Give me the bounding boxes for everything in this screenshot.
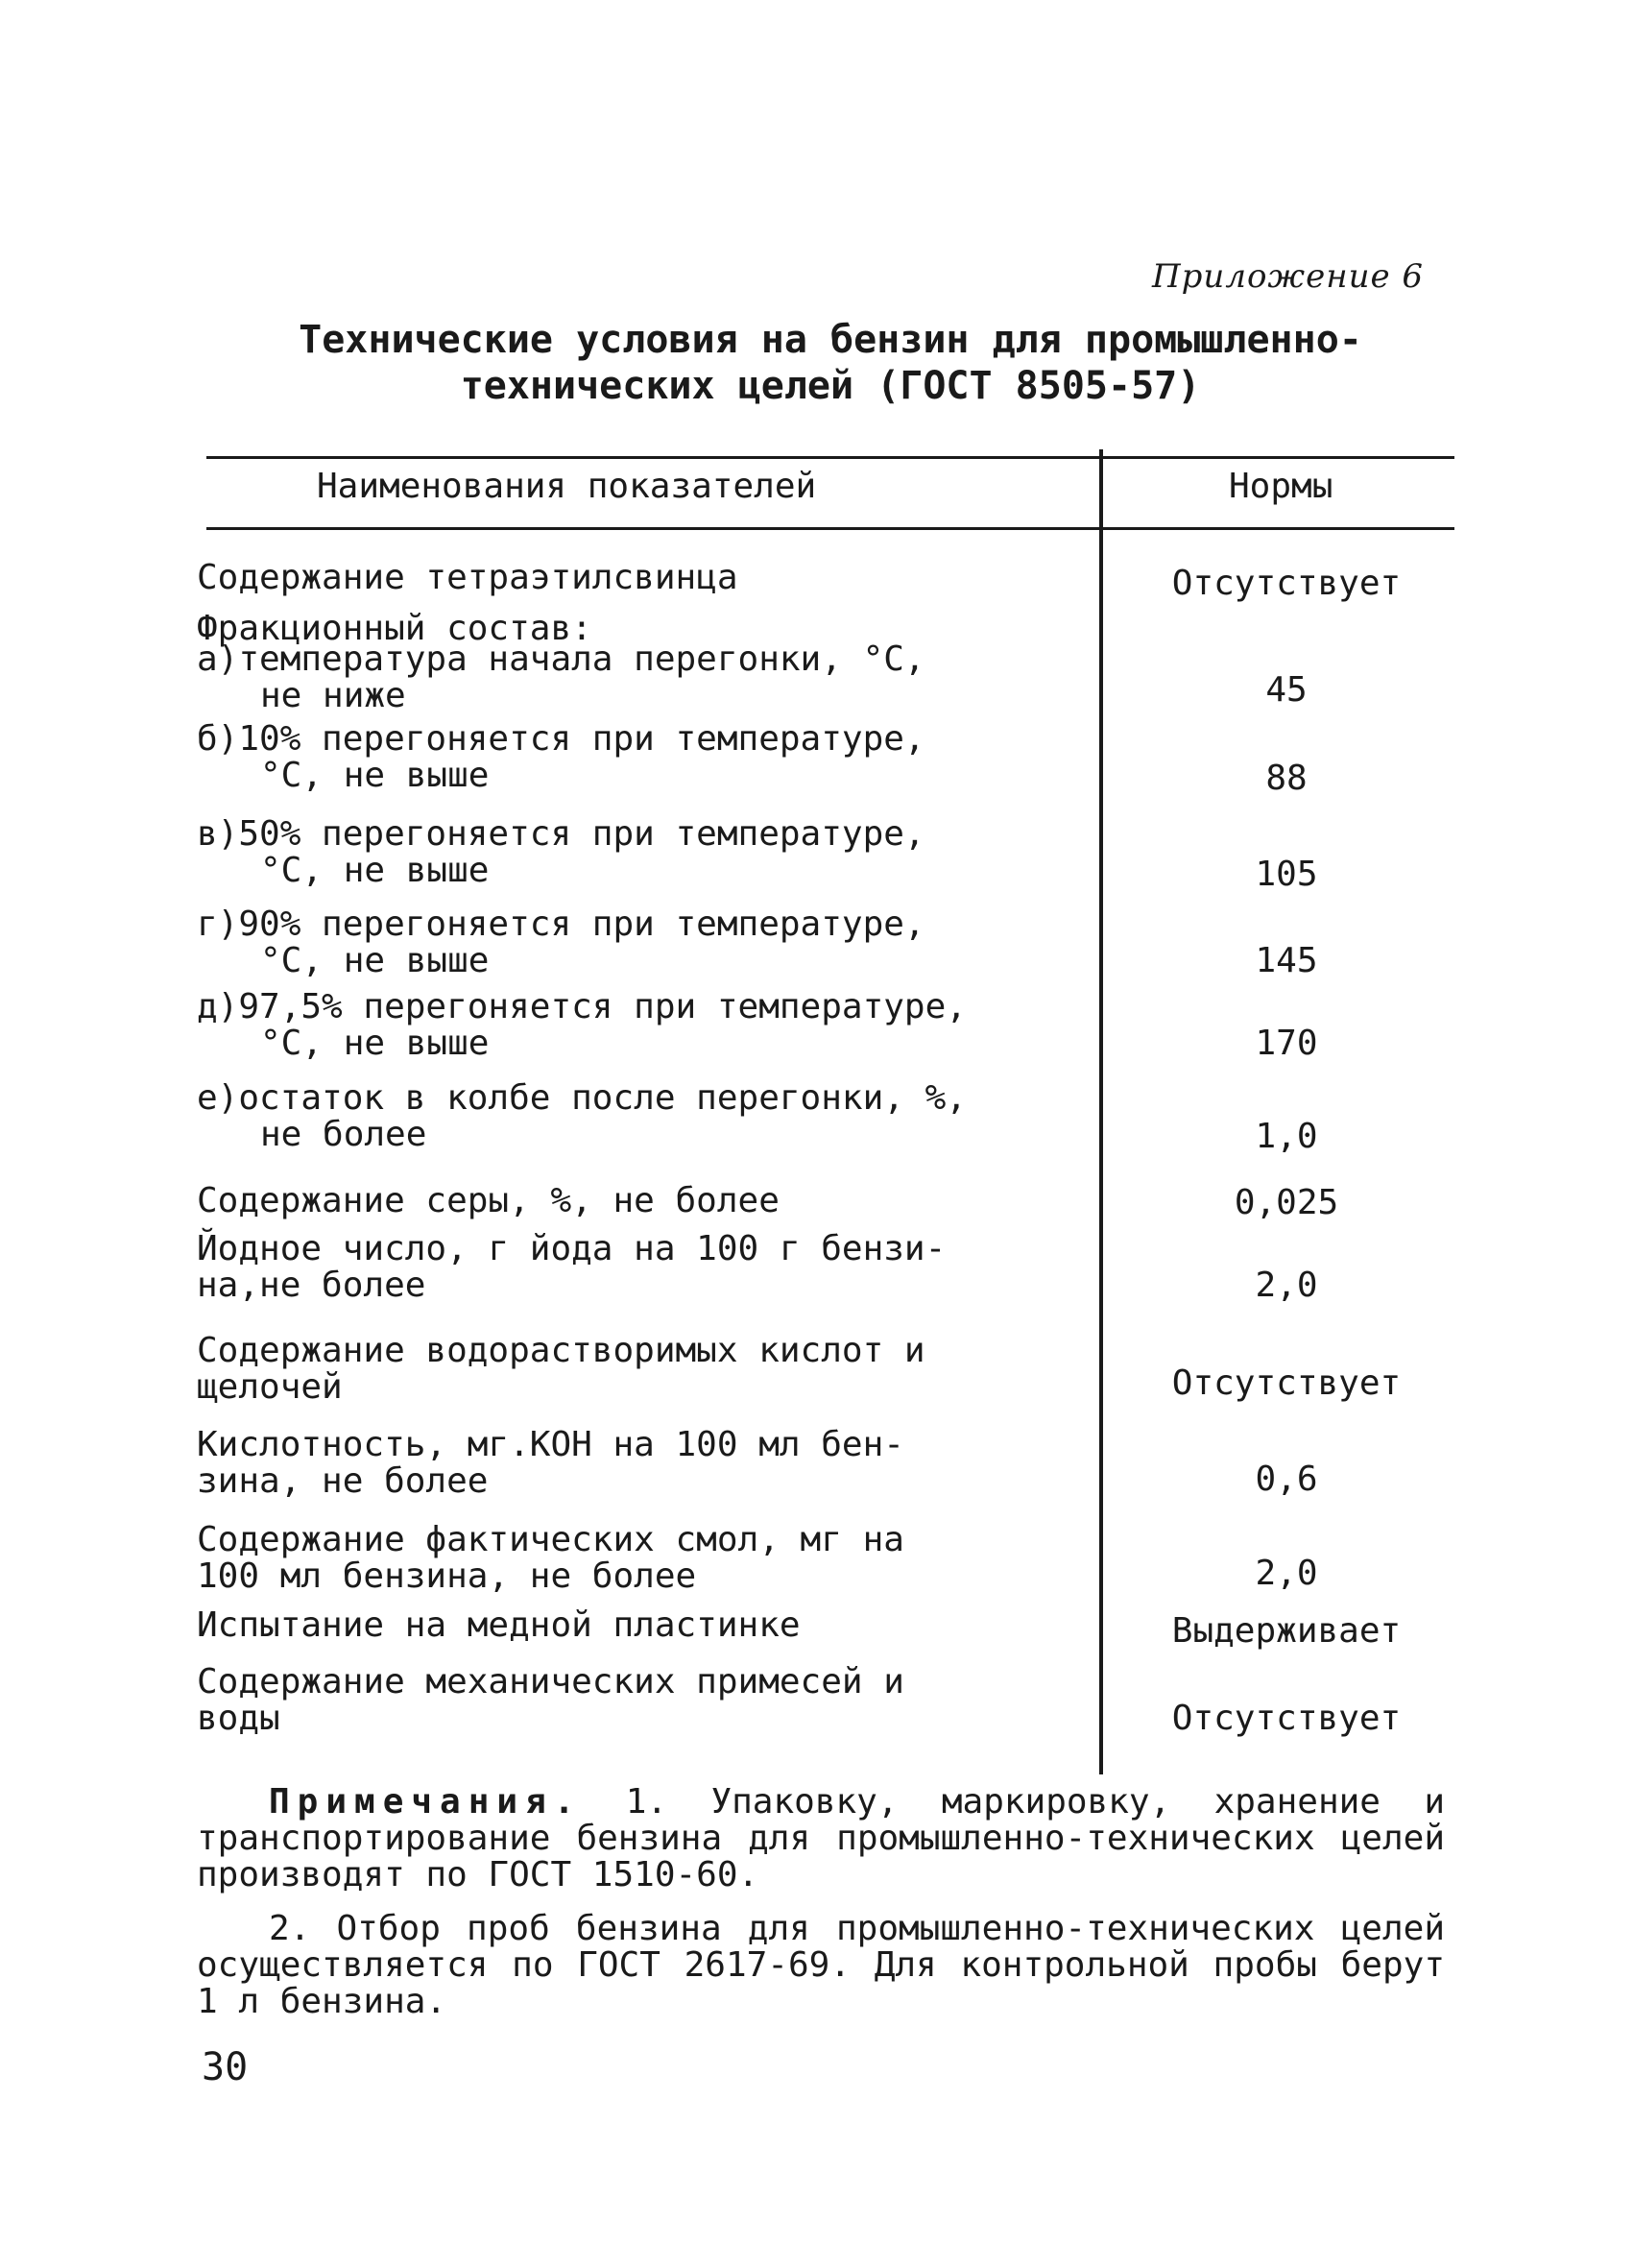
row-norm: 2,0	[1255, 1266, 1318, 1305]
row-label: в)50% перегоняется при температуре,	[197, 814, 925, 854]
row-label: Содержание серы, %, не более	[197, 1181, 780, 1220]
row-norm: Отсутствует	[1171, 1363, 1402, 1403]
row-norm: 88	[1265, 759, 1308, 798]
note-1-text: 1. Упаковку, маркировку, хранение и транспортирование бензина для промышленно-технических целей производят по ГОСТ 1510-60.	[197, 1782, 1445, 1894]
row-norm: 2,0	[1255, 1554, 1318, 1593]
document-title	[192, 317, 1469, 409]
note-2-text: 2. Отбор проб бензина для промышленно-технических целей осуществляется по ГОСТ 2617-69. Для контрольной пробы берут 1 л бензина.	[197, 1909, 1445, 2021]
table-row	[197, 1664, 1090, 1737]
page-number: 30	[202, 2045, 249, 2089]
row-label: Фракционный состав:	[197, 609, 592, 648]
table-row	[197, 989, 1090, 1062]
row-label: б)10% перегоняется при температуре,	[197, 719, 925, 759]
table-row	[197, 560, 1090, 596]
appendix-label: Приложение 6	[1152, 257, 1425, 296]
row-norm: Выдерживает	[1171, 1611, 1402, 1651]
table-row	[197, 1427, 1090, 1500]
row-label-continued: зина, не более	[197, 1461, 489, 1501]
table-top-rule	[206, 456, 1454, 459]
row-norm: 0,025	[1234, 1183, 1339, 1222]
row-norm: 145	[1255, 941, 1318, 980]
table-row	[197, 906, 1090, 979]
row-label-continued: на,не более	[197, 1266, 426, 1305]
row-label-continued: 100 мл бензина, не более	[197, 1556, 697, 1596]
row-label: Кислотность, мг.КОН на 100 мл бен-	[197, 1425, 904, 1464]
table-row	[197, 1080, 1090, 1153]
row-norm: 170	[1255, 1024, 1318, 1063]
row-label: Содержание фактических смол, мг на	[197, 1520, 904, 1559]
note-2	[197, 1911, 1445, 2020]
table-row	[197, 1333, 1090, 1406]
row-label-continued: не ниже	[260, 676, 406, 715]
row-norm: 0,6	[1255, 1460, 1318, 1499]
table-row	[197, 1183, 1090, 1219]
row-label-continued: воды	[197, 1699, 280, 1738]
header-indicator-name: Наименования показателей	[317, 467, 817, 506]
row-label-continued: °С, не выше	[260, 756, 490, 795]
note-1	[197, 1784, 1445, 1894]
row-label-continued: °С, не выше	[260, 851, 490, 890]
row-label: д)97,5% перегоняется при температуре,	[197, 987, 967, 1026]
row-norm: 45	[1265, 670, 1308, 710]
row-label: г)90% перегоняется при температуре,	[197, 905, 925, 944]
table-row	[197, 721, 1090, 794]
row-norm: Отсутствует	[1171, 564, 1402, 603]
title-line-2: технических целей (ГОСТ 8505-57)	[460, 364, 1201, 408]
table-row	[197, 1522, 1090, 1595]
row-label-continued: щелочей	[197, 1367, 343, 1407]
row-norm: Отсутствует	[1171, 1699, 1402, 1738]
row-label: Содержание водорастворимых кислот и	[197, 1331, 925, 1370]
row-label: Содержание тетраэтилсвинца	[197, 558, 738, 597]
row-label-continued: °С, не выше	[260, 1024, 490, 1063]
row-label-continued: не более	[260, 1115, 427, 1154]
table-row	[197, 1607, 1090, 1644]
table-column-divider	[1099, 449, 1103, 1774]
row-norm: 105	[1255, 855, 1318, 894]
row-label: Йодное число, г йода на 100 г бензи-	[197, 1229, 947, 1268]
row-label: е)остаток в колбе после перегонки, %,	[197, 1078, 967, 1118]
row-label-continued: °С, не выше	[260, 941, 490, 980]
notes-label: Примечания.	[269, 1782, 583, 1822]
title-line-1: Технические условия на бензин для промышленно-	[299, 318, 1362, 362]
table-header-rule	[206, 527, 1454, 530]
table-row	[197, 641, 1090, 714]
row-norm: 1,0	[1255, 1117, 1318, 1156]
row-label: Содержание механических примесей и	[197, 1662, 904, 1701]
row-label: а)температура начала перегонки, °С,	[197, 639, 925, 679]
header-norms: Нормы	[1229, 467, 1333, 506]
table-row	[197, 816, 1090, 889]
row-label: Испытание на медной пластинке	[197, 1605, 801, 1645]
table-row	[197, 1231, 1090, 1304]
